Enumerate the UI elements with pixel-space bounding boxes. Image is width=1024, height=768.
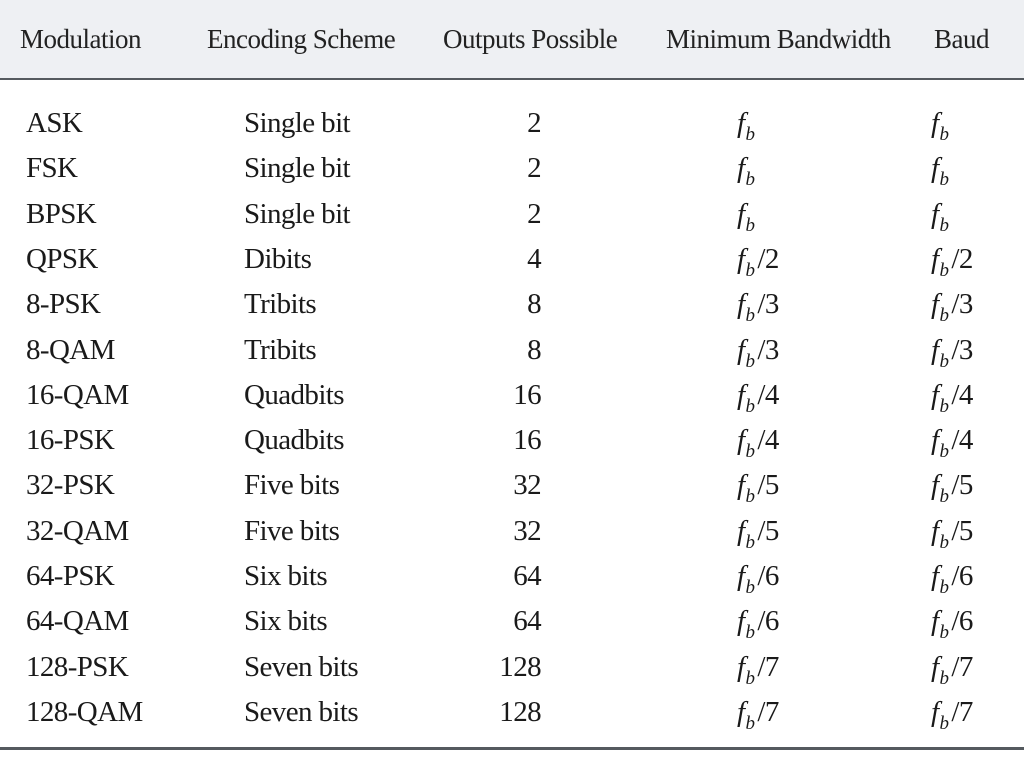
divisor: /4 — [951, 378, 973, 411]
encoding-scheme-cell: Seven bits — [244, 695, 359, 728]
minimum-bandwidth-cell — [737, 333, 779, 372]
table-row — [0, 515, 1024, 560]
baud-cell — [931, 242, 973, 281]
frequency-subscript: b — [745, 259, 755, 281]
baud-cell — [931, 695, 973, 734]
frequency-subscript: b — [939, 169, 949, 191]
divisor: /6 — [951, 605, 973, 638]
table-row — [0, 651, 1024, 696]
outputs-possible-cell: 2 — [527, 197, 541, 230]
frequency-symbol: f — [737, 650, 745, 683]
divisor: /7 — [757, 650, 779, 683]
modulation-cell: 8-QAM — [26, 333, 115, 366]
frequency-subscript: b — [745, 622, 755, 644]
outputs-possible-cell: 128 — [499, 695, 541, 728]
encoding-scheme-cell: Single bit — [244, 197, 350, 230]
baud-cell — [931, 650, 973, 689]
divisor: /3 — [951, 288, 973, 321]
modulation-cell: 128-QAM — [26, 695, 143, 728]
encoding-scheme-cell: Quadbits — [244, 378, 344, 411]
frequency-subscript: b — [745, 712, 755, 734]
frequency-subscript: b — [939, 667, 949, 689]
modulation-cell: 128-PSK — [26, 650, 129, 683]
modulation-cell: QPSK — [26, 242, 98, 275]
frequency-subscript: b — [939, 486, 949, 508]
baud-cell — [931, 288, 973, 327]
modulation-cell: FSK — [26, 152, 78, 185]
frequency-subscript: b — [745, 350, 755, 372]
minimum-bandwidth-cell — [737, 197, 757, 236]
baud-cell — [931, 605, 973, 644]
baud-cell — [931, 152, 951, 191]
baud-cell — [931, 424, 973, 463]
frequency-subscript: b — [745, 531, 755, 553]
encoding-scheme-cell: Five bits — [244, 514, 340, 547]
outputs-possible-cell: 16 — [513, 378, 541, 411]
frequency-symbol: f — [931, 560, 939, 592]
table-row — [0, 605, 1024, 650]
frequency-subscript: b — [939, 350, 949, 372]
outputs-possible-cell: 64 — [513, 605, 541, 638]
frequency-symbol: f — [737, 107, 745, 139]
divisor: /7 — [757, 695, 779, 728]
minimum-bandwidth-cell — [737, 514, 779, 553]
frequency-subscript: b — [939, 214, 949, 236]
frequency-symbol: f — [737, 333, 745, 366]
divisor: /4 — [757, 378, 779, 411]
table-row — [0, 107, 1024, 152]
divisor: /5 — [951, 469, 973, 502]
divisor: /6 — [757, 605, 779, 638]
modulation-cell: 32-PSK — [26, 469, 115, 502]
frequency-subscript: b — [939, 395, 949, 417]
modulation-cell: BPSK — [26, 197, 97, 230]
frequency-subscript: b — [745, 124, 755, 145]
frequency-symbol: f — [931, 242, 939, 275]
header-baud: Baud — [934, 24, 989, 54]
outputs-possible-cell: 16 — [513, 424, 541, 457]
minimum-bandwidth-cell — [737, 695, 779, 734]
encoding-scheme-cell: Seven bits — [244, 650, 359, 683]
header-modulation: Modulation — [20, 24, 141, 54]
frequency-subscript: b — [745, 305, 755, 327]
table-row — [0, 198, 1024, 243]
frequency-symbol: f — [931, 197, 939, 230]
frequency-symbol: f — [931, 514, 939, 547]
baud-cell — [931, 333, 973, 372]
outputs-possible-cell: 8 — [527, 288, 541, 321]
frequency-subscript: b — [745, 395, 755, 417]
frequency-subscript: b — [745, 577, 755, 598]
frequency-symbol: f — [737, 378, 745, 411]
table-row — [0, 469, 1024, 514]
frequency-symbol: f — [931, 650, 939, 683]
baud-cell — [931, 378, 973, 417]
outputs-possible-cell: 2 — [527, 107, 541, 139]
divisor: /5 — [757, 469, 779, 502]
frequency-subscript: b — [745, 441, 755, 463]
minimum-bandwidth-cell — [737, 560, 779, 598]
divisor: /7 — [951, 695, 973, 728]
encoding-scheme-cell: Dibits — [244, 242, 312, 275]
modulation-cell: 16-PSK — [26, 424, 115, 457]
minimum-bandwidth-cell — [737, 152, 757, 191]
table-row — [0, 152, 1024, 197]
frequency-symbol: f — [737, 242, 745, 275]
frequency-symbol: f — [737, 469, 745, 502]
table-row — [0, 696, 1024, 741]
frequency-subscript: b — [939, 712, 949, 734]
header-outputs-possible: Outputs Possible — [443, 24, 618, 54]
divisor: /4 — [757, 424, 779, 457]
bottom-rule — [0, 747, 1024, 750]
minimum-bandwidth-cell — [737, 242, 779, 281]
header-minimum-bandwidth: Minimum Bandwidth — [666, 24, 891, 54]
table-row — [0, 288, 1024, 333]
outputs-possible-cell: 8 — [527, 333, 541, 366]
encoding-scheme-cell: Tribits — [244, 333, 317, 366]
table-row — [0, 560, 1024, 605]
divisor: /6 — [951, 560, 973, 592]
minimum-bandwidth-cell — [737, 650, 779, 689]
baud-cell — [931, 107, 951, 145]
frequency-symbol: f — [931, 152, 939, 185]
frequency-subscript: b — [939, 577, 949, 598]
encoding-scheme-cell: Quadbits — [244, 424, 344, 457]
frequency-symbol: f — [931, 378, 939, 411]
encoding-scheme-cell: Single bit — [244, 152, 350, 185]
frequency-symbol: f — [931, 107, 939, 139]
frequency-symbol: f — [737, 605, 745, 638]
frequency-symbol: f — [931, 469, 939, 502]
table-row — [0, 379, 1024, 424]
encoding-scheme-cell: Five bits — [244, 469, 340, 502]
outputs-possible-cell: 32 — [513, 514, 541, 547]
frequency-subscript: b — [745, 486, 755, 508]
outputs-possible-cell: 128 — [499, 650, 541, 683]
frequency-subscript: b — [939, 124, 949, 145]
minimum-bandwidth-cell — [737, 605, 779, 644]
outputs-possible-cell: 2 — [527, 152, 541, 185]
modulation-cell: 8-PSK — [26, 288, 101, 321]
divisor: /6 — [757, 560, 779, 592]
baud-cell — [931, 197, 951, 236]
frequency-subscript: b — [939, 305, 949, 327]
outputs-possible-cell: 4 — [527, 242, 541, 275]
divisor: /3 — [951, 333, 973, 366]
divisor: /7 — [951, 650, 973, 683]
frequency-symbol: f — [737, 152, 745, 185]
minimum-bandwidth-cell — [737, 378, 779, 417]
frequency-subscript: b — [745, 667, 755, 689]
encoding-scheme-cell: Six bits — [244, 560, 328, 592]
modulation-cell: 64-PSK — [26, 560, 115, 592]
divisor: /5 — [757, 514, 779, 547]
table-row — [0, 243, 1024, 288]
frequency-symbol: f — [737, 560, 745, 592]
divisor: /5 — [951, 514, 973, 547]
encoding-scheme-cell: Tribits — [244, 288, 317, 321]
outputs-possible-cell: 32 — [513, 469, 541, 502]
frequency-symbol: f — [737, 424, 745, 457]
minimum-bandwidth-cell — [737, 469, 779, 508]
modulation-cell: 32-QAM — [26, 514, 129, 547]
table-row — [0, 424, 1024, 469]
baud-cell — [931, 469, 973, 508]
modulation-cell: ASK — [26, 107, 83, 139]
frequency-symbol: f — [737, 197, 745, 230]
divisor: /2 — [951, 242, 973, 275]
modulation-cell: 16-QAM — [26, 378, 129, 411]
divisor: /3 — [757, 333, 779, 366]
frequency-symbol: f — [737, 288, 745, 321]
divisor: /4 — [951, 424, 973, 457]
frequency-symbol: f — [931, 288, 939, 321]
minimum-bandwidth-cell — [737, 288, 779, 327]
frequency-symbol: f — [931, 695, 939, 728]
minimum-bandwidth-cell — [737, 424, 779, 463]
frequency-symbol: f — [737, 695, 745, 728]
frequency-symbol: f — [931, 333, 939, 366]
frequency-subscript: b — [939, 531, 949, 553]
baud-cell — [931, 514, 973, 553]
frequency-subscript: b — [745, 214, 755, 236]
header-encoding-scheme: Encoding Scheme — [207, 24, 396, 54]
encoding-scheme-cell: Single bit — [244, 107, 350, 139]
table-row — [0, 334, 1024, 379]
frequency-symbol: f — [737, 514, 745, 547]
frequency-symbol: f — [931, 605, 939, 638]
modulation-cell: 64-QAM — [26, 605, 129, 638]
frequency-subscript: b — [745, 169, 755, 191]
divisor: /2 — [757, 242, 779, 275]
frequency-subscript: b — [939, 259, 949, 281]
frequency-subscript: b — [939, 441, 949, 463]
baud-cell — [931, 560, 973, 598]
frequency-subscript: b — [939, 622, 949, 644]
divisor: /3 — [757, 288, 779, 321]
outputs-possible-cell: 64 — [513, 560, 541, 592]
frequency-symbol: f — [931, 424, 939, 457]
minimum-bandwidth-cell — [737, 107, 757, 145]
encoding-scheme-cell: Six bits — [244, 605, 328, 638]
table-header — [0, 0, 1024, 80]
